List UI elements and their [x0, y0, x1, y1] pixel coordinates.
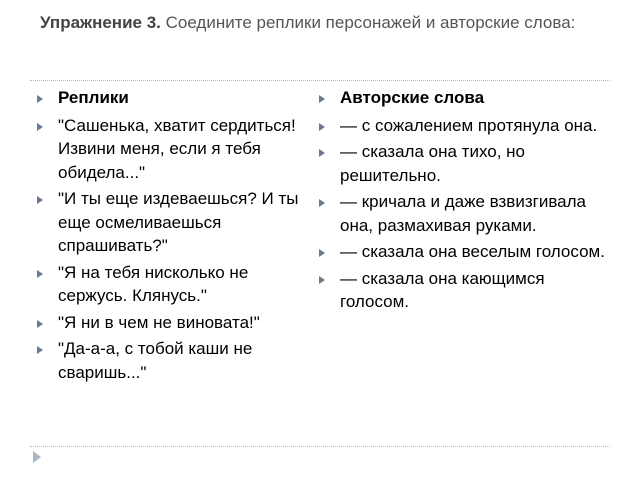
author-words-item [318, 267, 608, 314]
author-words-text: — кричала и даже взвизгивала она, размахивая руками. [340, 192, 586, 235]
bullet-icon [37, 320, 43, 328]
slide-nav-arrow-icon[interactable] [33, 451, 41, 463]
bullet-icon [37, 270, 43, 278]
title-bold: Упражнение 3. [40, 13, 161, 32]
author-words-text: — сказала она веселым голосом. [340, 242, 605, 261]
author-words-text: — сказала она тихо, но решительно. [340, 142, 525, 185]
replies-heading [36, 86, 306, 110]
reply-item [36, 261, 306, 308]
author-words-text: — сказала она кающимся голосом. [340, 268, 545, 311]
title-text: Соедините реплики персонажей и авторские слова: [160, 13, 576, 32]
reply-text: "Да-а-а, с тобой каши не сваришь..." [58, 339, 253, 382]
reply-text: "Я ни в чем не виновата!" [58, 312, 260, 332]
reply-item [36, 311, 306, 335]
reply-item [36, 114, 306, 185]
author-words-item [318, 190, 608, 237]
reply-text: "Я на тебя нисколько не сержусь. Клянусь." [58, 262, 249, 305]
bullet-icon [37, 123, 43, 131]
reply-item [36, 187, 306, 258]
author-words-heading [318, 86, 608, 110]
bullet-icon [319, 123, 325, 131]
top-divider [30, 80, 610, 81]
bullet-icon [319, 95, 325, 103]
author-words-item [318, 240, 608, 264]
author-words-item [318, 140, 608, 187]
bullet-icon [319, 149, 325, 157]
author-words-column [318, 86, 608, 317]
replies-heading-text: Реплики [58, 88, 129, 107]
replies-column [36, 86, 306, 387]
author-words-heading-text: Авторские слова [340, 88, 485, 107]
bullet-icon [319, 199, 325, 207]
bullet-icon [37, 196, 43, 204]
bullet-icon [37, 95, 43, 103]
reply-text: "И ты еще издеваешься? И ты еще осмеливаешься спрашивать?" [58, 189, 299, 255]
slide-title [40, 12, 620, 34]
reply-text: "Сашенька, хватит сердиться! Извини меня, если я тебя обидела..." [58, 115, 296, 182]
bullet-icon [319, 276, 325, 284]
author-words-item [318, 114, 608, 138]
reply-item [36, 337, 306, 384]
bullet-icon [319, 249, 325, 257]
bullet-icon [37, 346, 43, 354]
bottom-divider [30, 446, 610, 447]
author-words-text: — с сожалением протянула она. [340, 115, 598, 135]
